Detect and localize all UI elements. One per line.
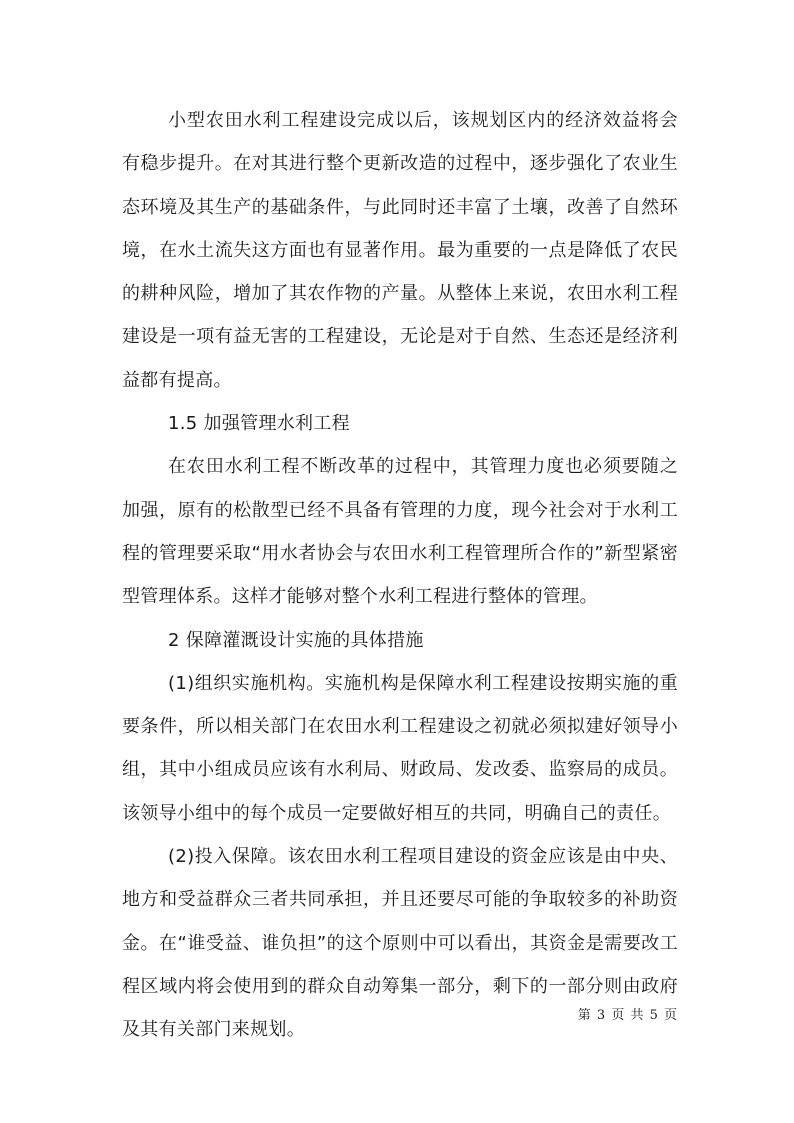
paragraph-management: 在农田水利工程不断改革的过程中，其管理力度也必须要随之加强，原有的松散型已经不具备有管理的力度，现今社会对于水利工程的管理要采取“用水者协会与农田水利工程管理所合作的”新型紧密型管理体系。这样才能够对整个水利工程进行整体的管理。 xyxy=(122,456,678,608)
section-heading-1-5: 1.5 加强管理水利工程 xyxy=(168,413,350,435)
paragraph-funding: (2)投入保障。该农田水利工程项目建设的资金应该是由中央、地方和受益群众三者共同承担，并且还要尽可能的争取较多的补助资金。在“谁受益、谁负担”的这个原则中可以看出，其资金是需要改工程区域内将会使用到的群众自动筹集一部分，剩下的一部分则由政府及其有关部门来规划。 xyxy=(122,846,678,1041)
paragraph-organization: (1)组织实施机构。实施机构是保障水利工程建设按期实施的重要条件，所以相关部门在农田水利工程建设之初就必须拟建好领导小组，其中小组成员应该有水利局、财政局、发改委、监察局的成员。该领导小组中的每个成员一定要做好相互的共同，明确自己的责任。 xyxy=(122,672,678,824)
paragraph-benefits: 小型农田水利工程建设完成以后，该规划区内的经济效益将会有稳步提升。在对其进行整个更新改造的过程中，逐步强化了农业生态环境及其生产的基础条件，与此同时还丰富了土壤，改善了自然环境，在水土流失这方面也有显著作用。最为重要的一点是降低了农民的耕种风险，增加了其农作物的产量。从整体上来说，农田水利工程建设是一项有益无害的工程建设，无论是对于自然、生态还是经济利益都有提高。 xyxy=(122,110,678,391)
page-number: 第 3 页 共 5 页 xyxy=(577,1008,678,1023)
document-body xyxy=(122,99,678,1052)
section-heading-2: 2 保障灌溉设计实施的具体措施 xyxy=(168,629,424,651)
